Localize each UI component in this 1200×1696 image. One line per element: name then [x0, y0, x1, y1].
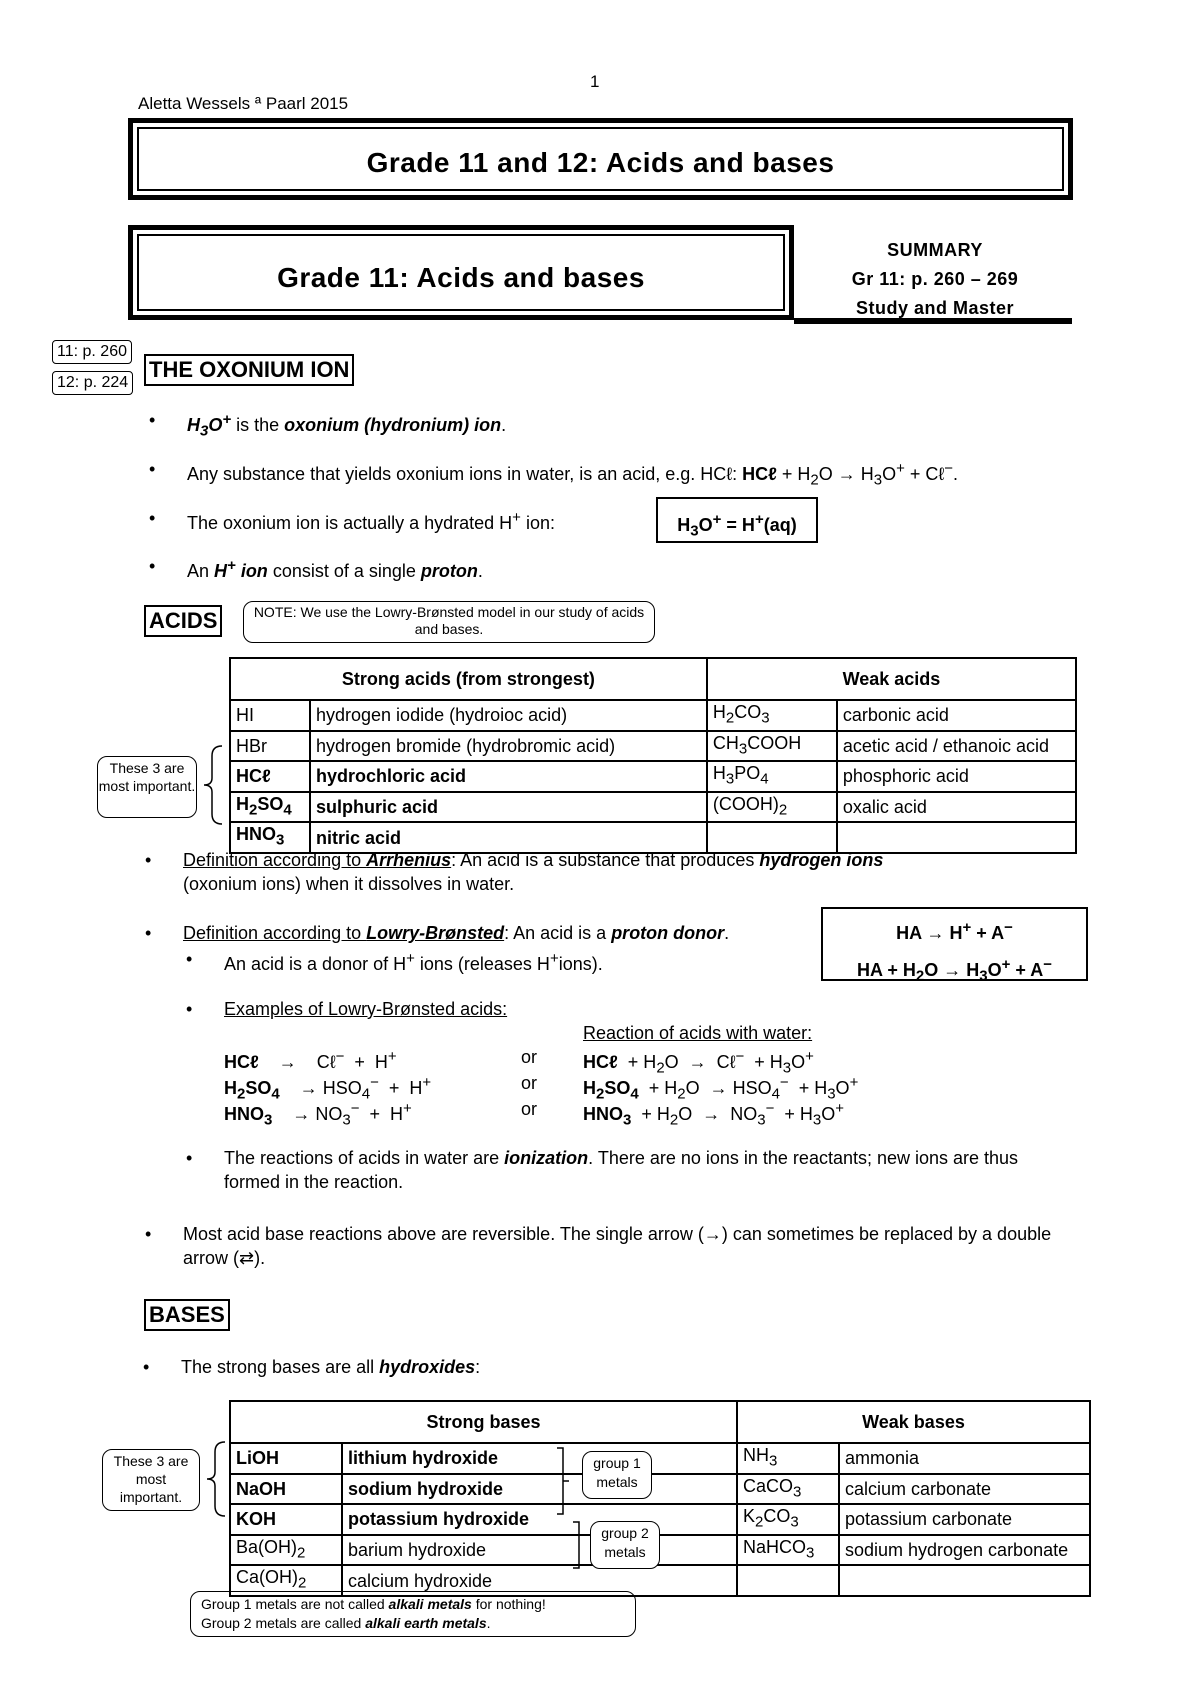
water-reaction-label: Reaction of acids with water: [583, 1023, 813, 1043]
table-row: HCℓ hydrochloric acid $H_3PO_4$ phosphoric acid [230, 761, 1076, 792]
lowry-definition: • Definition according to Lowry-Brønsted: An acid is a proton donor. [145, 923, 730, 943]
table-row: $Ca(OH)_2$ calcium hydroxide [230, 1565, 1090, 1596]
summary-block [790, 236, 1080, 323]
table-row: KOH potassium hydroxide $K_2CO_3$ potassium carbonate [230, 1504, 1090, 1535]
table-row: HBr hydrogen bromide (hydrobromic acid) $CH_3COOH$ acetic acid / ethanoic acid [230, 731, 1076, 762]
main-title: Grade 11 and 12: Acids and bases [366, 147, 835, 178]
ionization-bullet: • The reactions of acids in water are ionization. There are no ions in the reactants; new ions are thus formed in the reaction. [186, 1148, 1019, 1192]
group1-note: group 1 metals [582, 1451, 652, 1499]
acids-important-note: These 3 are most important. [97, 756, 197, 818]
bases-brace [199, 1440, 229, 1518]
bases-table [229, 1400, 1091, 1597]
or-label: or [521, 1047, 538, 1067]
lowry-equation-box: HA → H+ + A− HA + $H_2O \to H_3O^+ + A^-$ [821, 907, 1088, 981]
strong-bases-header: Strong bases [230, 1401, 737, 1443]
summary-pages: Gr 11: p. 260 – 269 [851, 269, 1019, 289]
donor-bullet: • An acid is a donor of H+ ions (releases H+ions). [186, 949, 603, 974]
table-row: $HNO_3$ nitric acid [230, 822, 1076, 853]
ref-gr12: 12: p. 224 [52, 371, 133, 395]
section-title: Grade 11: Acids and bases [277, 262, 645, 293]
weak-bases-header: Weak bases [737, 1401, 1090, 1443]
or-label: or [521, 1099, 538, 1119]
reaction-h2so4: $H_2SO_4$ → $HSO_4^- + H^+$ [224, 1074, 432, 1103]
table-row: HI hydrogen iodide (hydroioc acid) $H_2CO_3$ carbonic acid [230, 700, 1076, 731]
arrhenius-definition: • Definition according to Arrhenius: An acid is a substance that produces hydrogen ions (oxonium ions) when it dissolves in water. [145, 850, 884, 894]
alkali-metals-note: Group 1 metals are not called alkali metals for nothing! Group 2 metals are called alkali earth metals. [190, 1591, 636, 1637]
oxonium-bullet-3: • The oxonium ion is actually a hydrated H+ ion: [149, 508, 555, 533]
water-reaction-hno3: $HNO_3 + H_2O \to NO_3^- + H_3O^+$ [583, 1100, 844, 1129]
page-number: 1 [590, 72, 600, 91]
main-title-box [128, 118, 1073, 200]
oxonium-bullet-2: • Any substance that yields oxonium ions in water, is an acid, e.g. HCℓ: HCℓ + $H_2O \to H_3O^+$ + Cℓ−. [149, 459, 959, 489]
hydrated-ion-box: $H_3O^+ = H^+(aq)$ [656, 497, 818, 543]
group2-note: group 2 metals [590, 1521, 660, 1569]
section-title-box [128, 225, 794, 320]
reversible-bullet: • Most acid base reactions above are reversible. The single arrow (→) can sometimes be replaced by a double arrow (⇄). [145, 1224, 1052, 1268]
bases-heading: BASES [144, 1299, 230, 1331]
reaction-hcl: HCℓ → Cℓ− + H+ [224, 1048, 397, 1072]
reaction-hno3: $HNO_3$ → $NO_3^- + H^+$ [224, 1100, 412, 1129]
summary-source: Study and Master [855, 298, 1015, 318]
summary-underline [794, 318, 1072, 324]
author-line: Aletta Wessels ª Paarl 2015 [138, 94, 349, 113]
water-reaction-hcl: HCℓ + $H_2O$ → Cℓ− + $H_3O^+$ [583, 1048, 814, 1077]
table-row: LiOH lithium hydroxide $NH_3$ ammonia [230, 1443, 1090, 1474]
bases-intro: • The strong bases are all hydroxides: [143, 1357, 481, 1377]
or-label: or [521, 1073, 538, 1093]
table-row: NaOH sodium hydroxide CaCO$_3$ calcium carbonate [230, 1474, 1090, 1505]
lowry-note: NOTE: We use the Lowry-Brønsted model in our study of acids and bases. [243, 601, 655, 643]
weak-acids-header: Weak acids [707, 658, 1076, 700]
strong-acids-header: Strong acids (from strongest) [230, 658, 707, 700]
table-row: $H_2SO_4$ sulphuric acid $(COOH)_2$ oxalic acid [230, 792, 1076, 823]
table-row: $Ba(OH)_2$ barium hydroxide NaHCO$_3$ sodium hydrogen carbonate [230, 1535, 1090, 1566]
oxonium-heading: THE OXONIUM ION [144, 354, 354, 386]
water-reaction-h2so4: $H_2SO_4 + H_2O \to HSO_4^- + H_3O^+$ [583, 1074, 859, 1103]
bases-important-note: These 3 are most important. [102, 1449, 200, 1511]
acids-brace [196, 744, 226, 826]
examples-bullet: • Examples of Lowry-Brønsted acids: [186, 999, 508, 1019]
oxonium-bullet-4: • An H+ ion consist of a single proton. [149, 556, 483, 581]
acids-heading: ACIDS [144, 605, 222, 637]
summary-label: SUMMARY [887, 240, 983, 260]
ref-gr11: 11: p. 260 [52, 340, 132, 364]
acids-table [229, 657, 1077, 854]
oxonium-bullet-1: • $H_3O^+$ is the oxonium (hydronium) ion. [149, 410, 507, 440]
